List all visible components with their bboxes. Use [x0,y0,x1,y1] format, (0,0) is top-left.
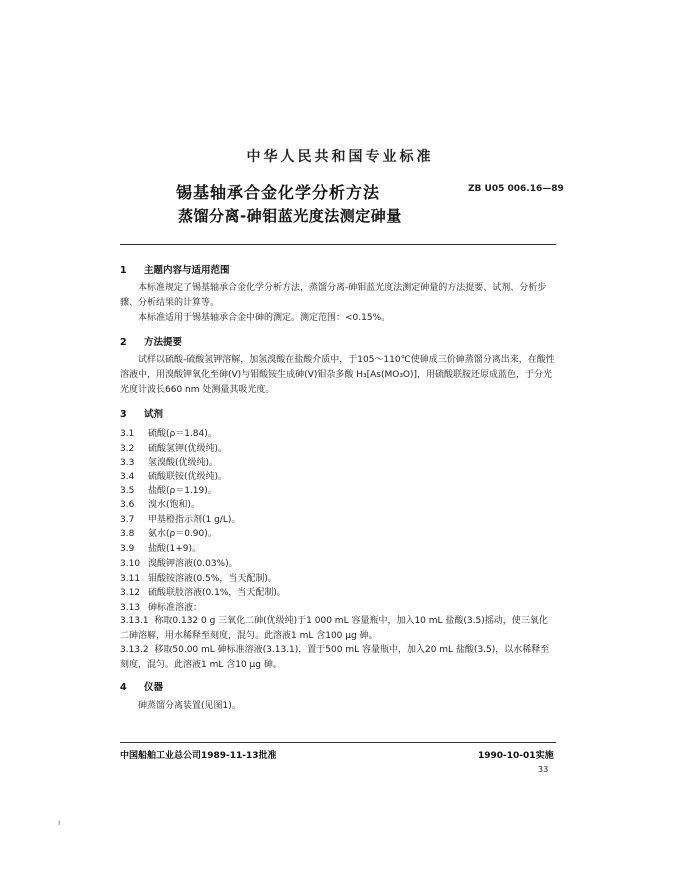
reagent-subitem-number: 3.13.1 [120,616,149,626]
reagent-subitem-text: 移取50.00 mL 砷标准溶液(3.13.1)，置于500 mL 容量瓶中，加入20 mL 盐酸(3.5)，以水稀释至刻度，混匀。此溶液1 mL 含10 μg 砷。 [120,645,550,670]
page-number: 33 [538,765,549,774]
section-1-paragraph-1: 本标准规定了锡基轴承合金化学分析方法，蒸馏分离-砷钼蓝光度法测定砷量的方法提要、试剂、分析步骤、分析结果的计算等。 [120,283,547,308]
section-1-heading [120,262,230,276]
reagent-item: 3.12 硫酸联肢溶液(0.1%，当天配制)。 [120,588,286,598]
approval-line: 中国船舶工业总公司1989-11-13批准 [120,751,277,761]
standard-body-heading: 中华人民共和国专业标准 [246,149,434,165]
section-4-number: 4 [120,682,127,693]
section-3-title: 试剂 [144,409,164,420]
section-2-heading [120,334,182,348]
reagent-subitem [120,614,556,644]
reagent-item: 3.7 甲基橙指示剂(1 g/L)。 [120,515,241,525]
section-1-paragraph-2: 本标准适用于锡基轴承合金中砷的测定。测定范围：<0.15%。 [138,313,391,323]
reagent-subitem-text: 称取0.132 0 g 三氧化二砷(优级纯)于1 000 mL 容量瓶中，加入10 mL 盐酸(3.5)摇动，使三氧化二砷溶解，用水稀释至刻度，混匀。此溶液1 mL 含100 μg 砷。 [120,616,548,641]
reagent-item: 3.11 钼酸铵溶液(0.5%，当天配制)。 [120,574,277,584]
footer-rule [120,742,556,743]
standard-code: ZB U05 006.16—89 [468,184,564,194]
section-1-title: 主题内容与适用范围 [144,265,230,276]
section-2-number: 2 [120,337,127,348]
section-2-paragraph: 试样以硫酸-硫酸氢钾溶解，加氢溴酸在盐酸介质中，于105～110℃使砷成三价砷蒸馏分离出来，在酸性溶液中，用溴酸钾氧化至砷(Ⅴ)与钼酸铵生成砷(Ⅴ)钼杂多酸 H₃[As(MO₃O)]，用硫酸联胺还原成蓝色，于分光光度计波长660 nm 处测量其吸光度。 [120,355,555,395]
reagent-item: 3.1 硫酸(ρ＝1.84)。 [120,429,217,439]
reagent-item: 3.10 溴酸钾溶液(0.03%)。 [120,559,238,569]
header-rule [120,244,556,245]
reagent-item: 3.8 氨水(ρ＝0.90)。 [120,529,217,539]
reagent-subitem-number: 3.13.2 [120,645,149,655]
section-3-number: 3 [120,409,127,420]
reagent-item: 3.6 溴水(饱和)。 [120,500,201,510]
reagent-item: 3.13 砷标准溶液： [120,603,203,613]
section-4-paragraph: 砷蒸馏分离装置(见图1)。 [138,701,241,711]
reagent-item: 3.9 盐酸(1+9)。 [120,544,202,554]
scan-mark: ı [58,818,61,827]
reagent-item: 3.4 硫酸联铵(优级纯)。 [120,472,228,482]
section-1-number: 1 [120,265,127,276]
section-2-title: 方法提要 [144,337,183,348]
section-3-heading [120,406,163,420]
reagent-item: 3.2 硫酸氢钾(优级纯)。 [120,444,228,454]
reagent-item: 3.5 盐酸(ρ＝1.19)。 [120,486,217,496]
section-4-heading [120,679,163,693]
document-title-line1: 锡基轴承合金化学分析方法 [176,183,381,202]
section-4-title: 仪器 [144,682,164,693]
reagent-item: 3.3 氢溴酸(优级纯)。 [120,458,219,468]
document-title-line2: 蒸馏分离-砷钼蓝光度法测定砷量 [178,207,402,225]
reagent-subitem [120,643,556,673]
implementation-date: 1990-10-01实施 [478,751,554,761]
